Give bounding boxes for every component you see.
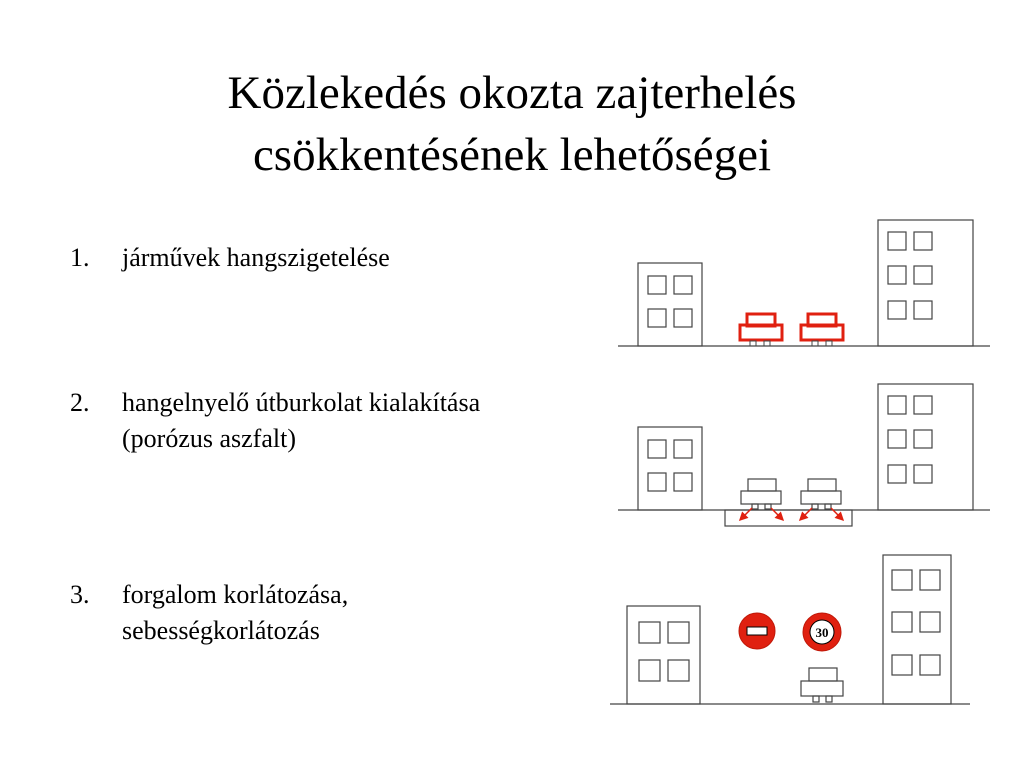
title-line-1: Közlekedés okozta zajterhelés [227,67,797,119]
title-line-2: csökkentésének lehetőségei [252,129,772,181]
porous-asphalt-layer [725,510,852,526]
building-icon [878,220,973,346]
building-icon [638,427,702,510]
item-text: járművek hangszigetelése [122,243,390,272]
item-text-line-1: hangelnyelő útburkolat kialakítása [122,388,481,417]
diagram-porous-asphalt [618,384,990,526]
car-icon [740,314,782,340]
car-icon [741,479,781,509]
building-icon [878,384,973,510]
diagram-traffic-restriction [610,555,970,704]
diagram-vehicle-insulation [618,220,990,346]
building-icon [883,555,951,704]
car-icon [801,668,843,702]
speed-limit-value: 30 [815,625,829,640]
car-icon [801,479,841,509]
building-icon [627,606,700,704]
item-text-line-2: sebességkorlátozás [122,616,320,645]
wheel-icons [750,341,832,346]
item-text-line-2: (porózus aszfalt) [122,424,296,453]
car-icon [801,314,843,340]
item-number: 1. [70,243,90,272]
item-number: 3. [70,580,90,609]
item-number: 2. [70,388,90,417]
no-entry-sign-icon [739,613,775,649]
building-icon [638,263,702,346]
item-text-line-1: forgalom korlátozása, [122,580,349,609]
